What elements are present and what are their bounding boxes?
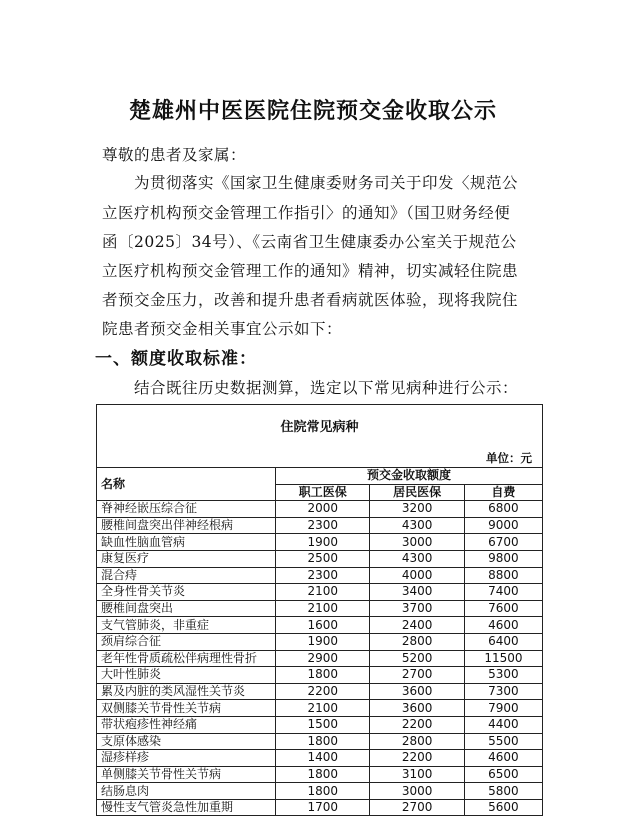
disease-name: 腰椎间盘突出伴神经根病 — [97, 517, 276, 534]
employee-amount: 1700 — [276, 799, 370, 816]
table-row — [97, 584, 543, 601]
table-row — [97, 799, 543, 816]
disease-name: 单侧膝关节骨性关节病 — [97, 766, 276, 783]
self-pay-amount: 4600 — [464, 617, 542, 634]
resident-amount: 2800 — [370, 633, 464, 650]
employee-amount: 2900 — [276, 650, 370, 667]
table-row — [97, 650, 543, 667]
table-row — [97, 567, 543, 584]
table-body — [97, 501, 543, 816]
table-row — [97, 700, 543, 717]
body-line: 立医疗机构预交金管理工作指引〉的通知》（国卫财务经便 — [102, 204, 511, 222]
table-row — [97, 534, 543, 551]
self-pay-amount: 7300 — [464, 683, 542, 700]
column-header-self: 自费 — [464, 484, 542, 501]
table-row — [97, 667, 543, 684]
intro-text: 结合既往历史数据测算，选定以下常见病种进行公示： — [134, 379, 519, 397]
section-heading: 一、额度收取标准： — [95, 349, 257, 369]
employee-amount: 2300 — [276, 567, 370, 584]
disease-name: 全身性骨关节炎 — [97, 584, 276, 601]
table-row — [97, 750, 543, 767]
resident-amount: 3000 — [370, 534, 464, 551]
disease-name: 结肠息肉 — [97, 783, 276, 800]
resident-amount: 2400 — [370, 617, 464, 634]
body-line: 院患者预交金相关事宜公示如下： — [102, 320, 343, 338]
self-pay-amount: 6500 — [464, 766, 542, 783]
employee-amount: 2100 — [276, 700, 370, 717]
disease-name: 湿疹样疹 — [97, 750, 276, 767]
employee-amount: 1800 — [276, 783, 370, 800]
disease-name: 带状疱疹性神经痛 — [97, 716, 276, 733]
resident-amount: 5200 — [370, 650, 464, 667]
resident-amount: 2200 — [370, 750, 464, 767]
self-pay-amount: 4400 — [464, 716, 542, 733]
resident-amount: 3700 — [370, 600, 464, 617]
disease-name: 累及内脏的类风湿性关节炎 — [97, 683, 276, 700]
resident-amount: 3600 — [370, 683, 464, 700]
resident-amount: 2700 — [370, 667, 464, 684]
employee-amount: 1600 — [276, 617, 370, 634]
employee-amount: 2000 — [276, 501, 370, 518]
self-pay-amount: 5500 — [464, 733, 542, 750]
employee-amount: 2100 — [276, 584, 370, 601]
self-pay-amount: 7600 — [464, 600, 542, 617]
column-header-resident: 居民医保 — [370, 484, 464, 501]
disease-name: 老年性骨质疏松伴病理性骨折 — [97, 650, 276, 667]
body-line: 为贯彻落实《国家卫生健康委财务司关于印发〈规范公 — [134, 174, 519, 192]
employee-amount: 1800 — [276, 667, 370, 684]
employee-amount: 1900 — [276, 534, 370, 551]
disease-name: 缺血性脑血管病 — [97, 534, 276, 551]
resident-amount: 3100 — [370, 766, 464, 783]
employee-amount: 1800 — [276, 766, 370, 783]
disease-name: 慢性支气管炎急性加重期 — [97, 799, 276, 816]
table-row — [97, 733, 543, 750]
table-row — [97, 617, 543, 634]
disease-name: 颈肩综合征 — [97, 633, 276, 650]
resident-amount: 4300 — [370, 550, 464, 567]
table-row — [97, 501, 543, 518]
resident-amount: 3200 — [370, 501, 464, 518]
self-pay-amount: 6400 — [464, 633, 542, 650]
resident-amount: 3600 — [370, 700, 464, 717]
resident-amount: 2200 — [370, 716, 464, 733]
body-line: 函〔2025〕34号）、《云南省卫生健康委办公室关于规范公 — [102, 233, 517, 251]
body-line: 立医疗机构预交金管理工作的通知》精神，切实减轻住院患 — [102, 262, 519, 280]
table-unit: 单位：元 — [97, 449, 543, 468]
body-line: 者预交金压力，改善和提升患者看病就医体验，现将我院住 — [102, 291, 519, 309]
table-caption: 住院常见病种 — [97, 405, 543, 450]
resident-amount: 4000 — [370, 567, 464, 584]
employee-amount: 2100 — [276, 600, 370, 617]
group-header: 预交金收取额度 — [276, 468, 543, 485]
disease-name: 康复医疗 — [97, 550, 276, 567]
column-header-employee: 职工医保 — [276, 484, 370, 501]
disease-name: 支气管肺炎，非重症 — [97, 617, 276, 634]
resident-amount: 3400 — [370, 584, 464, 601]
disease-name: 腰椎间盘突出 — [97, 600, 276, 617]
employee-amount: 1800 — [276, 733, 370, 750]
greeting: 尊敬的患者及家属： — [102, 146, 247, 164]
table-row — [97, 683, 543, 700]
employee-amount: 2500 — [276, 550, 370, 567]
self-pay-amount: 9000 — [464, 517, 542, 534]
self-pay-amount: 7400 — [464, 584, 542, 601]
self-pay-amount: 6800 — [464, 501, 542, 518]
employee-amount: 2200 — [276, 683, 370, 700]
employee-amount: 1900 — [276, 633, 370, 650]
disease-name: 脊神经嵌压综合征 — [97, 501, 276, 518]
disease-name: 支原体感染 — [97, 733, 276, 750]
disease-name: 双侧膝关节骨性关节病 — [97, 700, 276, 717]
self-pay-amount: 5600 — [464, 799, 542, 816]
resident-amount: 2800 — [370, 733, 464, 750]
table-row — [97, 716, 543, 733]
self-pay-amount: 11500 — [464, 650, 542, 667]
table-row — [97, 766, 543, 783]
disease-name: 混合痔 — [97, 567, 276, 584]
table-row — [97, 600, 543, 617]
resident-amount: 2700 — [370, 799, 464, 816]
self-pay-amount: 8800 — [464, 567, 542, 584]
self-pay-amount: 5300 — [464, 667, 542, 684]
self-pay-amount: 9800 — [464, 550, 542, 567]
table-row — [97, 550, 543, 567]
employee-amount: 1400 — [276, 750, 370, 767]
disease-name: 大叶性肺炎 — [97, 667, 276, 684]
table-row — [97, 517, 543, 534]
resident-amount: 4300 — [370, 517, 464, 534]
document-title: 楚雄州中医医院住院预交金收取公示 — [128, 99, 497, 124]
self-pay-amount: 4600 — [464, 750, 542, 767]
self-pay-amount: 5800 — [464, 783, 542, 800]
deposit-fee-table — [96, 404, 543, 816]
table-row — [97, 633, 543, 650]
self-pay-amount: 7900 — [464, 700, 542, 717]
name-header: 名称 — [97, 468, 276, 501]
self-pay-amount: 6700 — [464, 534, 542, 551]
employee-amount: 1500 — [276, 716, 370, 733]
table-row — [97, 783, 543, 800]
resident-amount: 3000 — [370, 783, 464, 800]
employee-amount: 2300 — [276, 517, 370, 534]
